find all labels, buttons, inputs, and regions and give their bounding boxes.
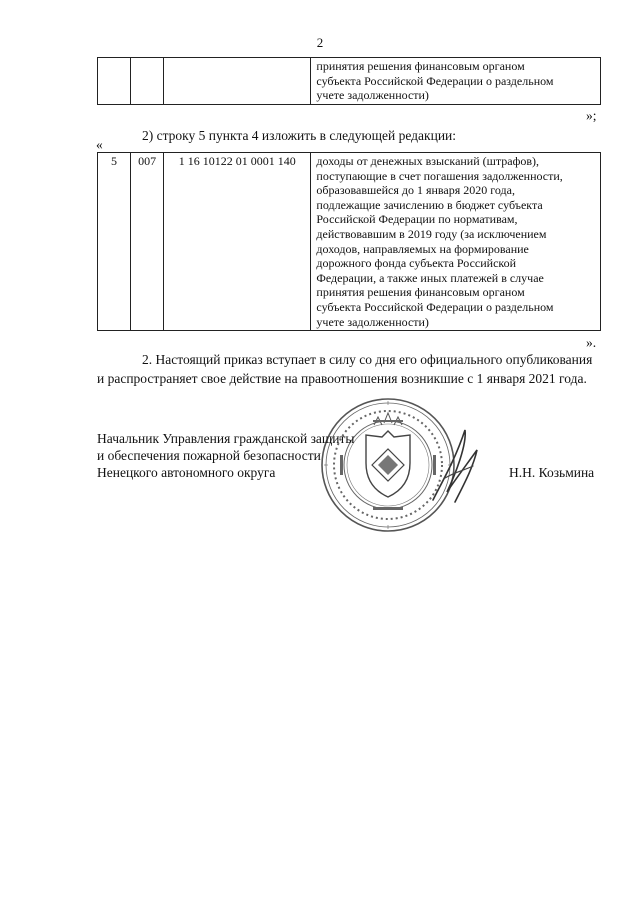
description-line: дорожного фонда субъекта Российской: [316, 256, 517, 271]
description-line: Российской Федерации по нормативам,: [316, 212, 518, 227]
table-cell-description: [311, 153, 601, 331]
page-number: 2: [316, 35, 324, 50]
signature-title-line: Ненецкого автономного округа: [97, 465, 276, 480]
opening-quote: «: [96, 137, 103, 152]
closing-quote: ».: [586, 335, 597, 350]
signature-title-line: и обеспечения пожарной безопасности: [97, 448, 321, 463]
table-cell-code: 007: [131, 153, 164, 331]
table-row: [98, 58, 601, 105]
table-cell-number: [98, 58, 131, 105]
signature-title-line: Начальник Управления гражданской защиты: [97, 431, 355, 446]
description-line: действовавшим в 2019 году (за исключением: [316, 226, 547, 241]
description-line: учете задолженности): [316, 88, 429, 103]
description-line: принятия решения финансовым органом: [316, 59, 525, 73]
description-line: Федерации, а также иных платежей в случае: [316, 270, 544, 285]
description-line: образовавшейся до 1 января 2020 года,: [316, 183, 515, 198]
description-line: учете задолженности): [316, 314, 429, 329]
description-line: доходы от денежных взысканий (штрафов),: [316, 154, 540, 168]
paragraph-amendment: 2) строку 5 пункта 4 изложить в следующей редакции:: [142, 128, 457, 143]
description-line: поступающие в счет погашения задолженности,: [316, 168, 563, 183]
description-line: доходов, направляемых на формирование: [316, 241, 529, 256]
description-line: субъекта Российской Федерации о раздельном: [316, 73, 554, 88]
signature-icon: [425, 420, 485, 510]
table-cell-code: [131, 58, 164, 105]
table-row-5: [97, 152, 601, 331]
description-line: субъекта Российской Федерации о раздельном: [316, 299, 554, 314]
table-cell-number: 5: [98, 153, 131, 331]
table-cell-kbk: [164, 58, 311, 105]
table-cell-description: [311, 58, 601, 105]
paragraph-effective-date-cont: и распространяет свое действие на правоотношения возникшие с 1 января 2021 года.: [97, 371, 587, 386]
table-row: [98, 153, 601, 331]
table-cell-kbk: 1 16 10122 01 0001 140: [164, 153, 311, 331]
table-continuation: [97, 57, 601, 105]
signer-name: Н.Н. Козьмина: [509, 465, 595, 480]
description-line: подлежащие зачислению в бюджет субъекта: [316, 197, 543, 212]
description-line: принятия решения финансовым органом: [316, 285, 525, 300]
closing-quote: »;: [586, 108, 597, 123]
paragraph-effective-date: 2. Настоящий приказ вступает в силу со дня его официального опубликования: [142, 352, 593, 367]
